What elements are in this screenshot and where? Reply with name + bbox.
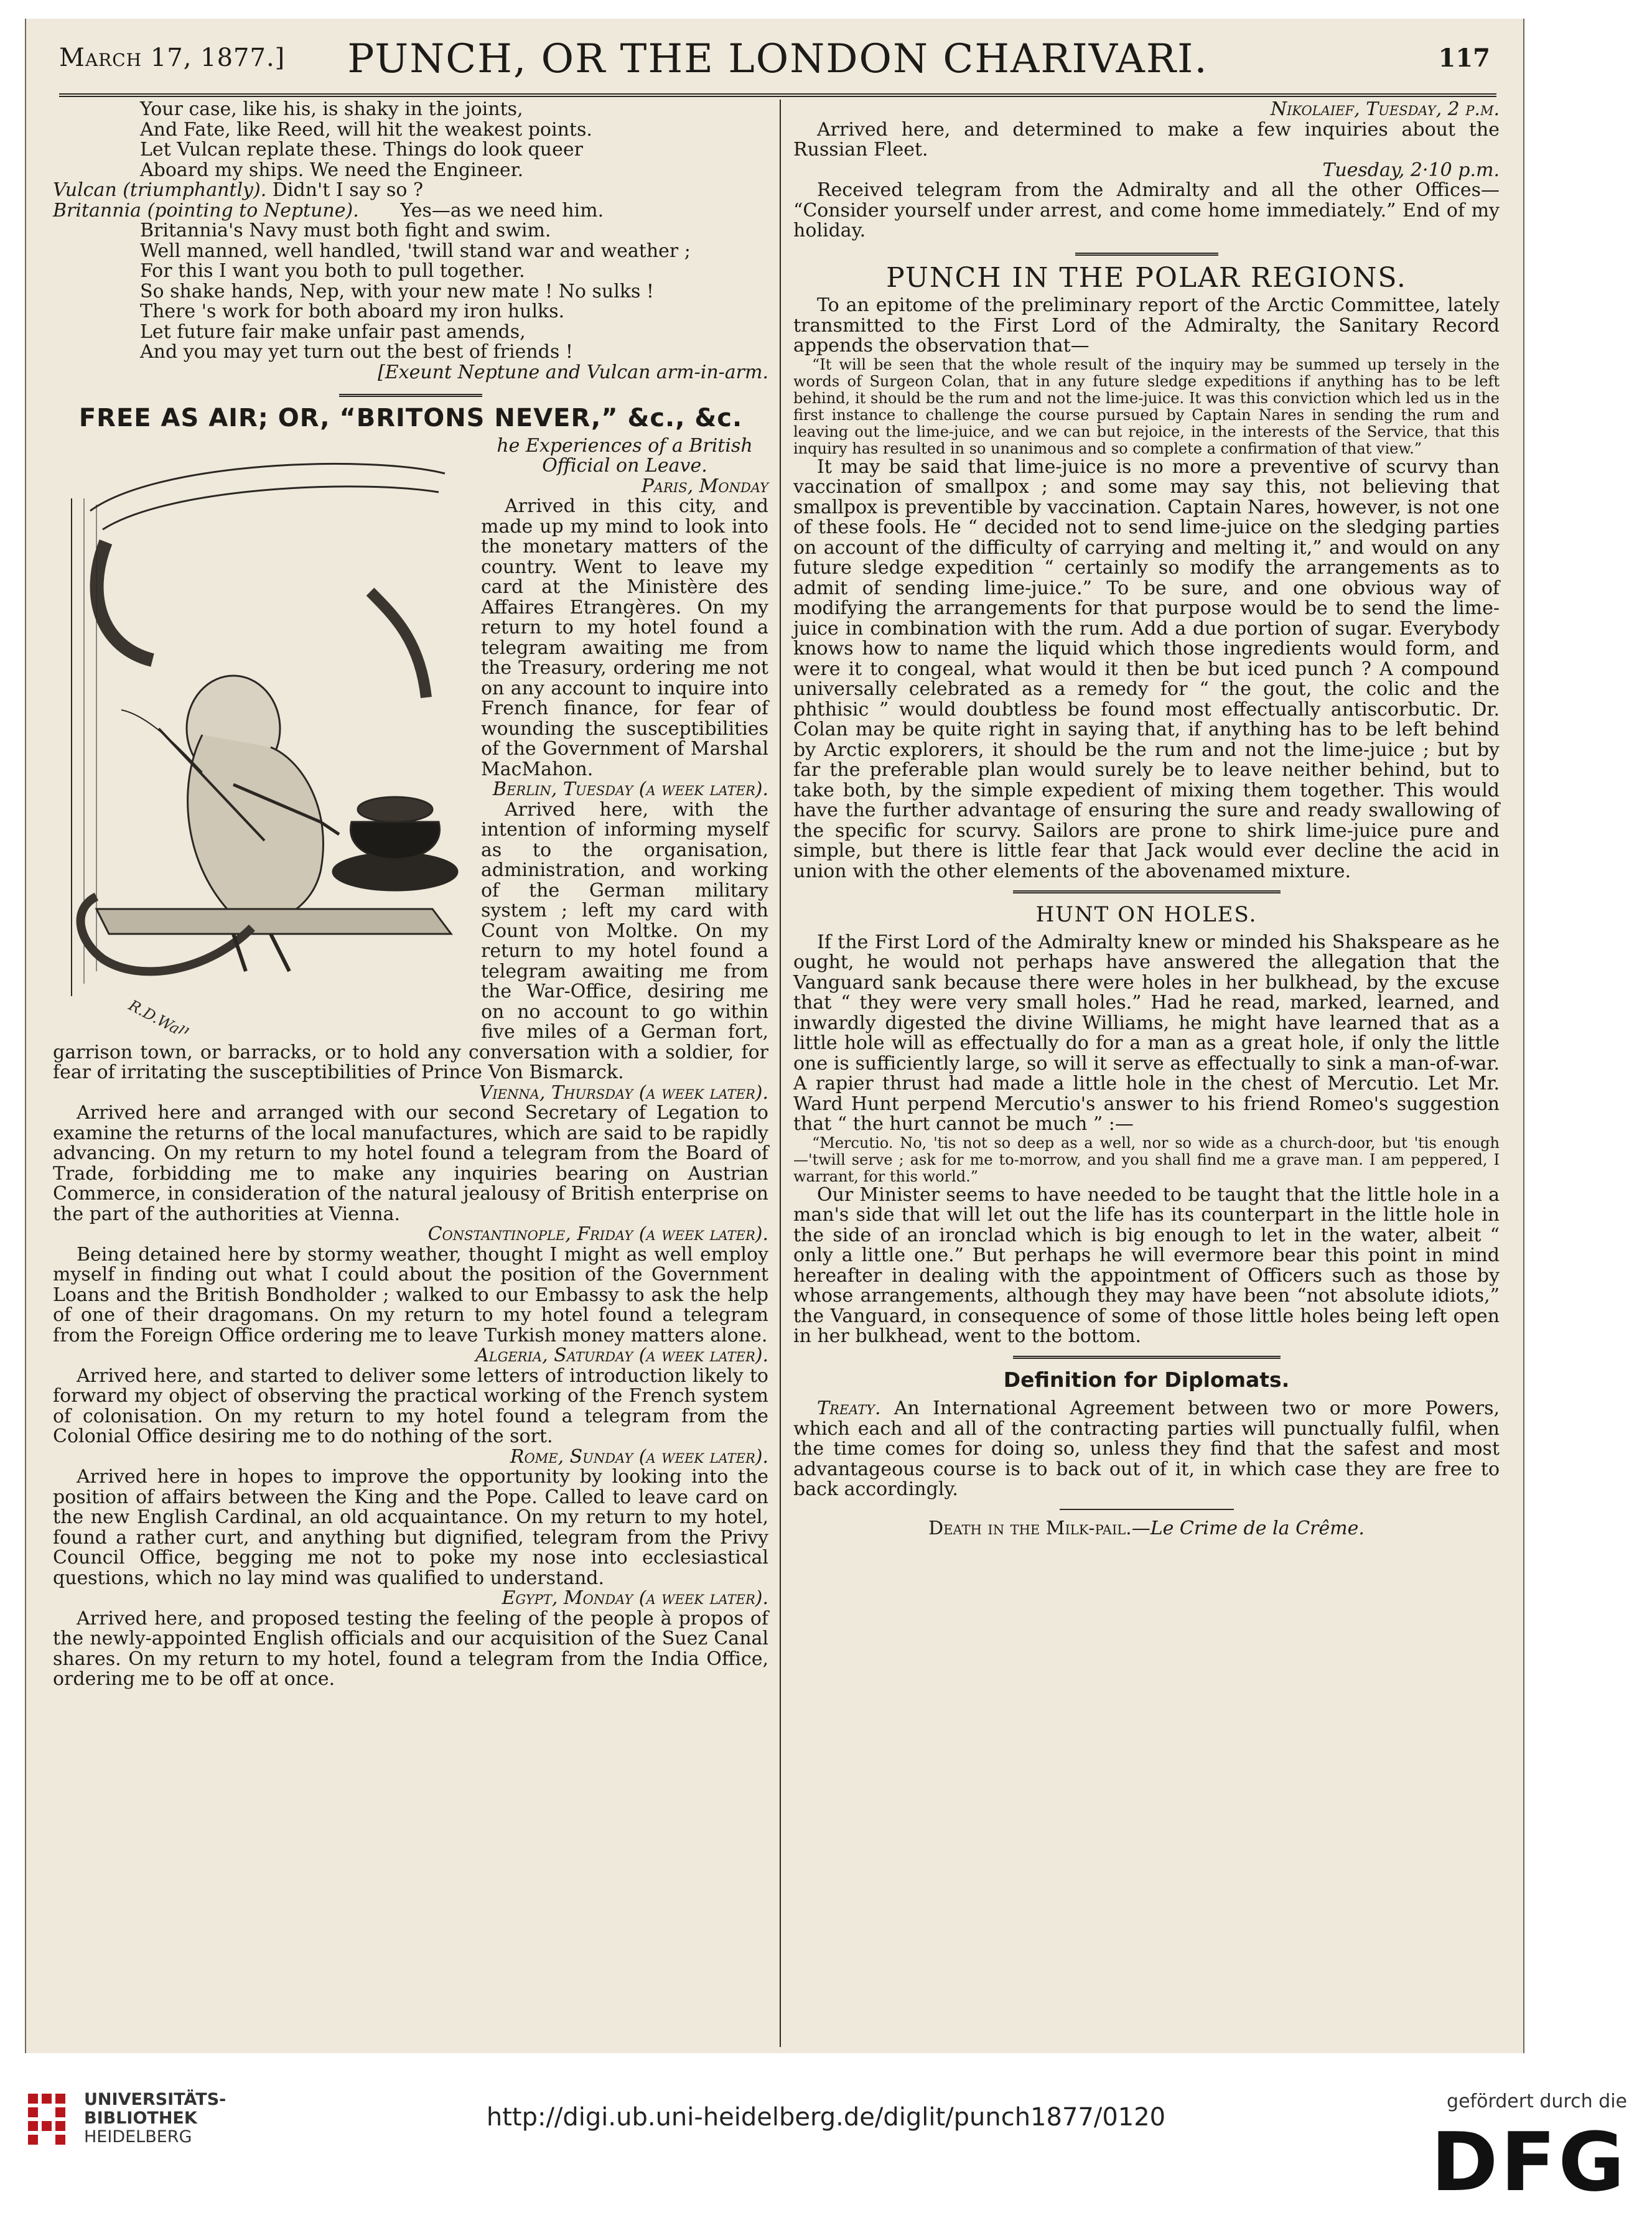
- dateline-tuesday: Tuesday, 2·10 p.m.: [1322, 159, 1500, 181]
- poem-section: [53, 100, 768, 383]
- monkey-illustration: [47, 436, 470, 1033]
- poem-line: Aboard my ships. We need the Engineer.: [140, 159, 524, 181]
- diplomats-term: Treaty.: [817, 1397, 881, 1419]
- section-algeria: Arrived here, and started to deliver some letters of introduction likely to forward my object of observing the practical working of the French system of colonisation. On my return to my hotel found a telegram from the Colonial Office desiring me to do nothing of the sort.: [53, 1364, 768, 1447]
- milk-pail-joke: [793, 1519, 1500, 1539]
- article-title-free-as-air: FREE AS AIR; OR, “BRITONS NEVER,” &c., &c.: [78, 404, 743, 432]
- speaker-vulcan: Vulcan (triumphantly).: [53, 179, 267, 201]
- polar-intro: To an epitome of the preliminary report of the Arctic Committee, lately transmitted to the First Lord of the Admiralty, the Sanitary Record appends the observation that—: [793, 294, 1500, 357]
- dateline-algeria: Algeria, Saturday (a week later).: [475, 1345, 768, 1366]
- holes-quote: “Mercutio. No, 'tis not so deep as a well, nor so wide as a church-door, but 'tis enough—'twill serve ; ask for me to-morrow, and you shall find me a grave man. I am peppered, I warrant, for this world.”: [793, 1134, 1500, 1185]
- section-paris: Arrived in this city, and made up my mind to look into the monetary matters of the country. Went to leave my card at the Ministère des Affaires Etrangères. On my return to my hotel found a telegram awaiting me from the Treasury, ordering me not on any account to inquire into French finance, for fear of wounding the susceptibilities of the Government of Marshal MacMahon.: [481, 495, 768, 780]
- article-subtitle: he Experiences of a British Official on Leave.: [497, 434, 753, 477]
- milk-pail-text: Death in the Milk-pail.—: [928, 1517, 1150, 1539]
- holes-body-2: Our Minister seems to have needed to be taught that the little hole in a man's side that will let out the life has its counterpart in the little hole in the side of an ironclad which is big enough to let in the water, albeit “ only a little one.” But perhaps he will evermore bear this point in mind hereafter in dealing with the appointment of Officers such as those by whose arrangements, although they may have been “not absolute idiots,” the Vanguard, in consequence of some of those little holes being left open in her bulkhead, went to the bottom.: [793, 1183, 1500, 1347]
- poem-line: Britannia's Navy must both fight and swim.: [140, 220, 551, 241]
- poem-line: Your case, like his, is shaky in the joints,: [140, 98, 523, 120]
- section-rome: Arrived here in hopes to improve the opportunity by looking into the position of affairs between the King and the Pope. Called to leave card on the new English Cardinal, an old acquaintance. On my return to my hotel, found a rather curt, and anything but dignified, telegram from the Privy Council Office, begging me not to poke my nose into ecclesiastical questions, which no lay mind was qualified to understand.: [53, 1466, 768, 1589]
- library-line-2: BIBLIOTHEK: [84, 2109, 197, 2128]
- section-rule: [1013, 890, 1281, 893]
- poem-line: And you may yet turn out the best of friends !: [140, 341, 573, 363]
- header-title: PUNCH, OR THE LONDON CHARIVARI.: [347, 36, 1208, 82]
- vulcan-text: Didn't I say so ?: [272, 179, 424, 201]
- page-number: 117: [1438, 44, 1490, 73]
- section-vienna: Arrived here and arranged with our second Secretary of Legation to examine the returns of the local manufactures, which are said to be rapidly advancing. On my return to my hotel found a telegram from the Board of Trade, forbidding me to make any inquiries bearing on Austrian Commerce, in consideration of the natural jealousy of British enterprise on the part of the authorities at Vienna.: [53, 1102, 768, 1225]
- section-tuesday: Received telegram from the Admiralty and all the other Offices— “Consider yourself under arrest, and come home immediately.” End of my holiday.: [793, 179, 1500, 241]
- diplomats-text: An International Agreement between two or more Powers, which each and all of the contracting parties will punctually fulfil, when the time comes for doing so, unless they find that the safest and most advantageous course is to back out of it, in which case they are free to back accordingly.: [793, 1397, 1500, 1500]
- funding-caption: gefördert durch die: [1447, 2091, 1627, 2112]
- poem-line: Well manned, well handled, 'twill stand war and weather ;: [140, 240, 691, 262]
- dateline-vienna: Vienna, Thursday (a week later).: [478, 1081, 768, 1104]
- vulcan-line: [53, 180, 768, 201]
- library-line-1: UNIVERSITÄTS-: [84, 2090, 226, 2109]
- milk-pail-italic: Le Crime de la Crême.: [1150, 1517, 1365, 1539]
- page-header: [59, 31, 1496, 97]
- poem-line: Let Vulcan replate these. Things do look queer: [140, 139, 583, 161]
- illustration-drawing: [47, 436, 470, 1033]
- footer: [0, 2072, 1652, 2238]
- holes-body: If the First Lord of the Admiralty knew or minded his Shakspeare as he ought, he would not perhaps have answered the allegation that the Vanguard sank because there were holes in her bulkhead, by the excuse that “ they were very small holes.” Had he read, marked, learned, and inwardly digested the divine Williams, he might have learned that as a little hole will as effectually do for a man as a great hole, if only the little one is sufficiently large, so will it serve as effectually to sink a man-of-war. A rapier thrust had made a little hole in the chest of Mercutio. Let Mr. Ward Hunt perpend Mercutio's answer to his friend Romeo's suggestion that “ the hurt cannot be much ” :—: [793, 931, 1500, 1135]
- source-url-link[interactable]: http://digi.ub.uni-heidelberg.de/diglit/punch1877/0120: [486, 2103, 1166, 2132]
- dateline-berlin: Berlin, Tuesday (a week later).: [492, 778, 768, 800]
- speaker-britannia: Britannia (pointing to Neptune).: [53, 199, 359, 221]
- library-line-3: HEIDELBERG: [84, 2127, 192, 2147]
- right-column: [793, 100, 1500, 2050]
- dateline-rome: Rome, Sunday (a week later).: [510, 1445, 768, 1468]
- dfg-logo: DFG: [1430, 2115, 1627, 2209]
- poem-line: For this I want you both to pull together.: [140, 260, 525, 282]
- section-rule: [1075, 253, 1218, 256]
- britannia-text: Yes—as we need him.: [400, 199, 604, 221]
- left-column: [53, 100, 768, 2050]
- article-title-polar: PUNCH IN THE POLAR REGIONS.: [886, 261, 1407, 294]
- section-nikolaief: Arrived here, and determined to make a few inquiries about the Russian Fleet.: [793, 118, 1500, 161]
- polar-body: It may be said that lime-juice is no more a preventive of scurvy than vaccination of smallpox ; and some may say this, not believing that smallpox is preventible by vaccination. Captain Nares, however, is not one of these fools. He “ decided not to send lime-juice on the sledging parties on account of the difficulty of carrying and melting it,” and would on any future sledge expedition “ certainly so modify the arrangements as to admit of sending lime-juice.” To be sure, and one obvious way of modifying the arrangements for that purpose would be to send the lime-juice in combination with the rum. Add a due portion of sugar. Everybody knows how to name the liquid which those ingredients would form, and were it to congeal, what would it then be but iced punch ? A compound universally celebrated as a remedy for “ the gout, the colic and the phthisic ” would doubtless be found most effectually antiscorbutic. Dr. Colan may be quite right in saying that, if anything has to be left behind by Arctic explorers, it should be the rum and not the lime-juice ; but by far the preferable plan would surely be to leave neither behind, but to take both, by the simple expedient of mixing them together. This would have the further advantage of ensuring the sure and ready swallowing of the specific for scurvy. Sailors are prone to shirk lime-juice pure and simple, but there is little fear that Jack would ever decline the acid in union with the other elements of the abovenamed mixture.: [793, 455, 1500, 882]
- dateline-egypt: Egypt, Monday (a week later).: [502, 1587, 768, 1609]
- illustration-signature: R.D.Wallace: [126, 996, 215, 1033]
- section-egypt: Arrived here, and proposed testing the feeling of the people à propos of the newly-appointed English officials and our acquisition of the Suez Canal shares. On my return to my hotel, found a telegram from the India Office, ordering me to be off at once.: [53, 1607, 768, 1690]
- dateline-constantinople: Constantinople, Friday (a week later).: [427, 1223, 768, 1245]
- polar-quote: “It will be seen that the whole result of the inquiry may be summed up tersely in the words of Surgeon Colan, that in any future sledge expeditions if anything has to be left behind, it should be the rum and not the lime-juice. It was this conviction which led us in the first instance to challenge the course pursued by Captain Nares in sending the rum and leaving out the lime-juice, and we can but rejoice, in the interests of the Service, that this inquiry has resulted in so unanimous and so complete a confirmation of that view.”: [793, 355, 1500, 457]
- diplomats-definition: [793, 1399, 1500, 1500]
- dateline-paris: Paris, Monday: [641, 475, 768, 497]
- section-rule: [1060, 1509, 1234, 1510]
- section-constantinople: Being detained here by stormy weather, thought I might as well employ myself in finding out what I could about the position of the Government Loans and the British Bondholder ; walked to our Embassy to ask the help of one of their dragomans. On my return to my hotel found a telegram from the Foreign Office ordering me to leave Turkish money matters alone.: [53, 1243, 768, 1346]
- poem-line: Let future fair make unfair past amends,: [140, 320, 526, 343]
- article-title-diplomats: Definition for Diplomats.: [1003, 1367, 1290, 1392]
- poem-line: So shake hands, Nep, with your new mate ! No sulks !: [140, 280, 654, 302]
- section-berlin: Arrived here, with the intention of informing myself as to the organisation, administration, and working of the German military system ; left my card with Count von Moltke. On my return to my hotel found a telegram awaiting me from the War-Office, desiring me on no account to go within five miles of a German fort, garrison town, or barracks, or to hold any conversation with a soldier, for fear of irritating the susceptibilities of Prince Von Bismarck.: [53, 798, 768, 1083]
- article-title-holes: HUNT ON HOLES.: [1035, 902, 1258, 927]
- poem-line: There 's work for both aboard my iron hulks.: [140, 301, 565, 322]
- section-rule: [339, 394, 482, 397]
- poem-line: And Fate, like Reed, will hit the weakest points.: [140, 118, 592, 141]
- britannia-line: [53, 201, 768, 221]
- column-divider: [780, 100, 781, 2047]
- header-date: March 17, 1877.]: [59, 44, 286, 72]
- dateline-nikolaief: Nikolaief, Tuesday, 2 p.m.: [1270, 98, 1500, 120]
- section-rule: [1013, 1356, 1281, 1359]
- stage-direction: [Exeunt Neptune and Vulcan arm-in-arm.: [378, 361, 768, 383]
